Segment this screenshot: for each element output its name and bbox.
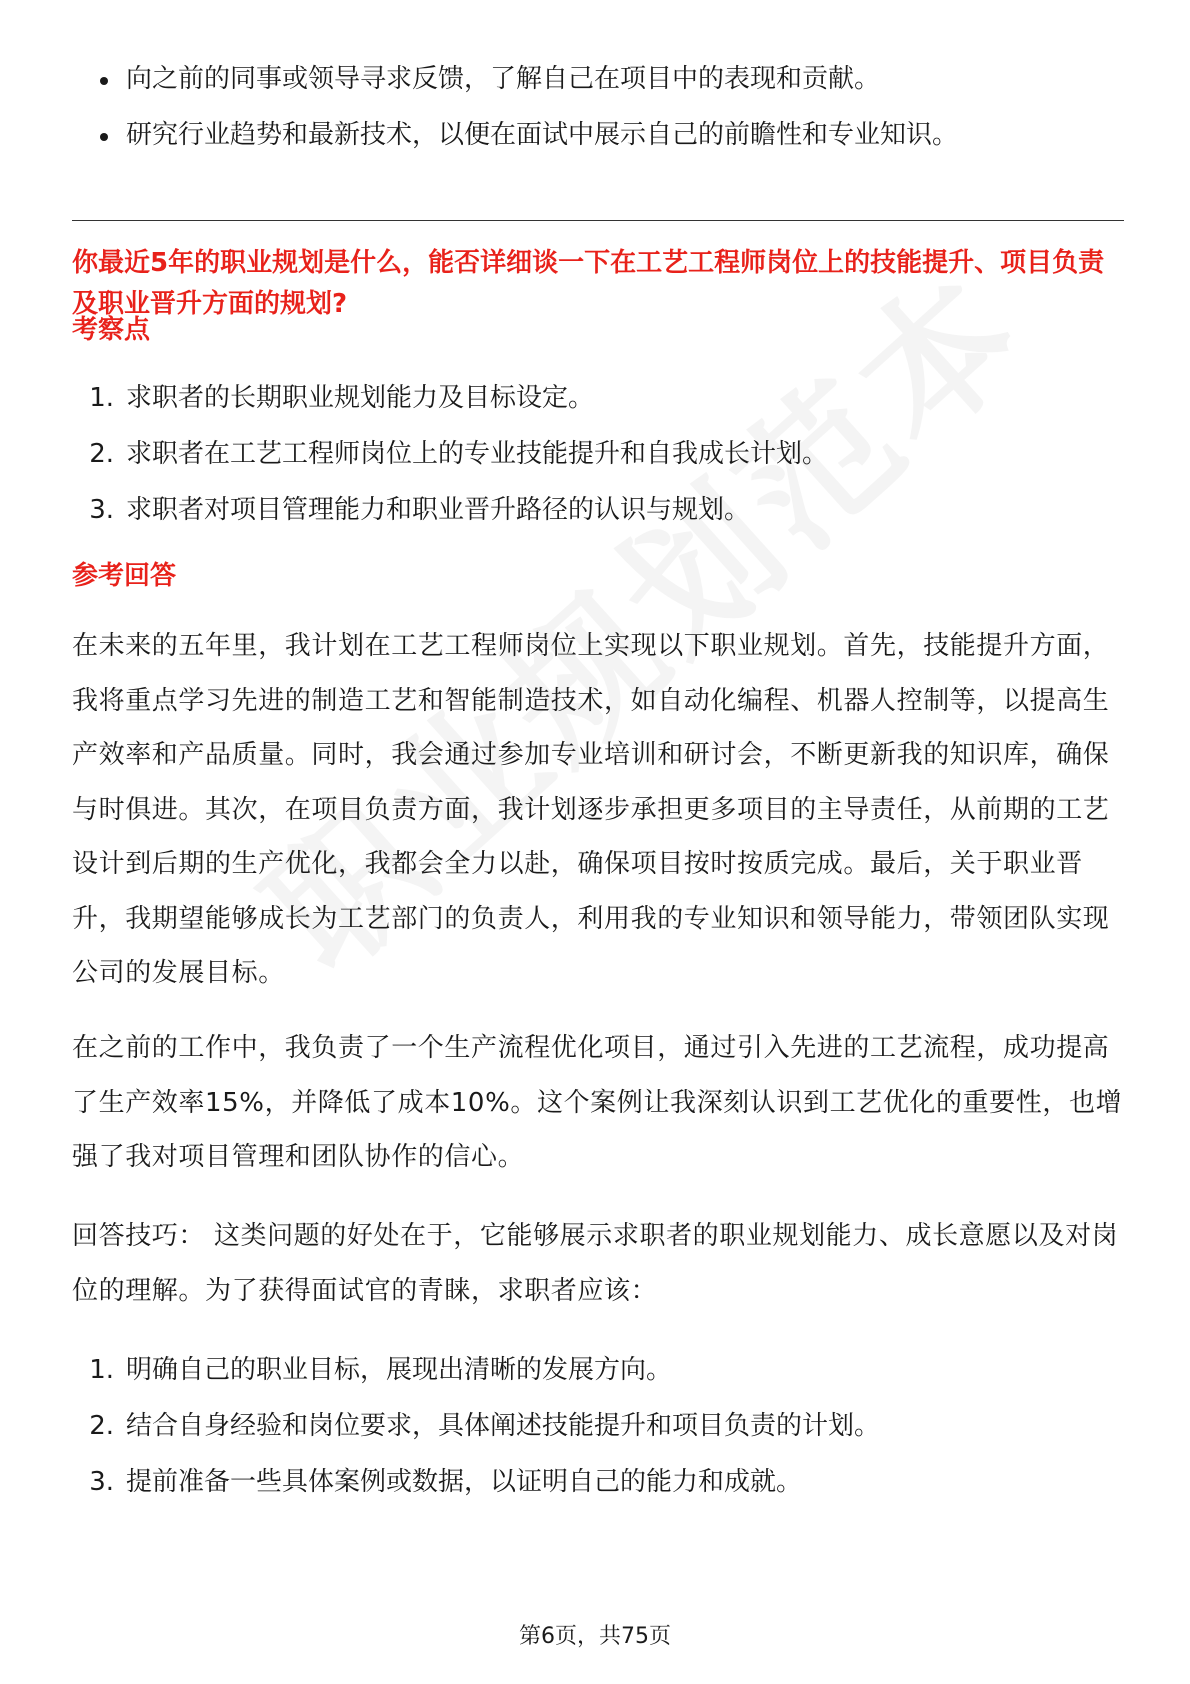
tips-list — [72, 1353, 1122, 1521]
list-item — [72, 1409, 1122, 1465]
bullet-item: 研究行业趋势和最新技术，以便在面试中展示自己的前瞻性和专业知识。 — [96, 118, 1096, 152]
bullet-item: 向之前的同事或领导寻求反馈，了解自己在项目中的表现和贡献。 — [96, 62, 1096, 96]
section-divider — [72, 220, 1124, 221]
list-text: 求职者在工艺工程师岗位上的专业技能提升和自我成长计划。 — [126, 439, 829, 469]
list-number: 1. — [89, 383, 114, 413]
answer-paragraph: 在之前的工作中，我负责了一个生产流程优化项目，通过引入先进的工艺流程，成功提高了生产效率15%，并降低了成本10%。这个案例让我深刻认识到工艺优化的重要性，也增强了我对项目管理和团队协作的信心。 — [72, 1033, 1123, 1172]
list-number: 3. — [89, 1467, 114, 1497]
answer-title: 参考回答 — [72, 561, 177, 591]
list-item — [72, 437, 1122, 493]
list-text: 求职者对项目管理能力和职业晋升路径的认识与规划。 — [126, 495, 751, 525]
answer-paragraph: 在未来的五年里，我计划在工艺工程师岗位上实现以下职业规划。首先，技能提升方面，我将重点学习先进的制造工艺和智能制造技术，如自动化编程、机器人控制等，以提高生产效率和产品质量。同时，我会通过参加专业培训和研讨会，不断更新我的知识库，确保与时俱进。其次，在项目负责方面，我计划逐步承担更多项目的主导责任，从前期的工艺设计到后期的生产优化，我都会全力以赴，确保项目按时按质完成。最后，关于职业晋升，我期望能够成长为工艺部门的负责人，利用我的专业知识和领导能力，带领团队实现公司的发展目标。 — [72, 631, 1110, 988]
focus-title: 考察点 — [72, 315, 151, 345]
list-item — [72, 493, 1122, 549]
list-number: 2. — [89, 439, 114, 469]
list-item — [72, 381, 1122, 437]
list-number: 2. — [89, 1411, 114, 1441]
list-text: 求职者的长期职业规划能力及目标设定。 — [126, 383, 595, 413]
focus-list — [72, 381, 1122, 549]
list-number: 3. — [89, 495, 114, 525]
list-item — [72, 1465, 1122, 1521]
question-heading: 你最近5年的职业规划是什么，能否详细谈一下在工艺工程师岗位上的技能提升、项目负责及职业晋升方面的规划? — [72, 248, 1105, 319]
list-text: 明确自己的职业目标，展现出清晰的发展方向。 — [126, 1355, 673, 1385]
list-number: 1. — [89, 1355, 114, 1385]
answer-paragraph: 回答技巧： 这类问题的好处在于，它能够展示求职者的职业规划能力、成长意愿以及对岗位的理解。为了获得面试官的青睐，求职者应该： — [72, 1221, 1119, 1306]
list-text: 提前准备一些具体案例或数据，以证明自己的能力和成就。 — [126, 1467, 803, 1497]
top-bullet-list — [96, 62, 1096, 174]
list-text: 结合自身经验和岗位要求，具体阐述技能提升和项目负责的计划。 — [126, 1411, 881, 1441]
list-item — [72, 1353, 1122, 1409]
page-number: 第6页，共75页 — [519, 1624, 671, 1649]
